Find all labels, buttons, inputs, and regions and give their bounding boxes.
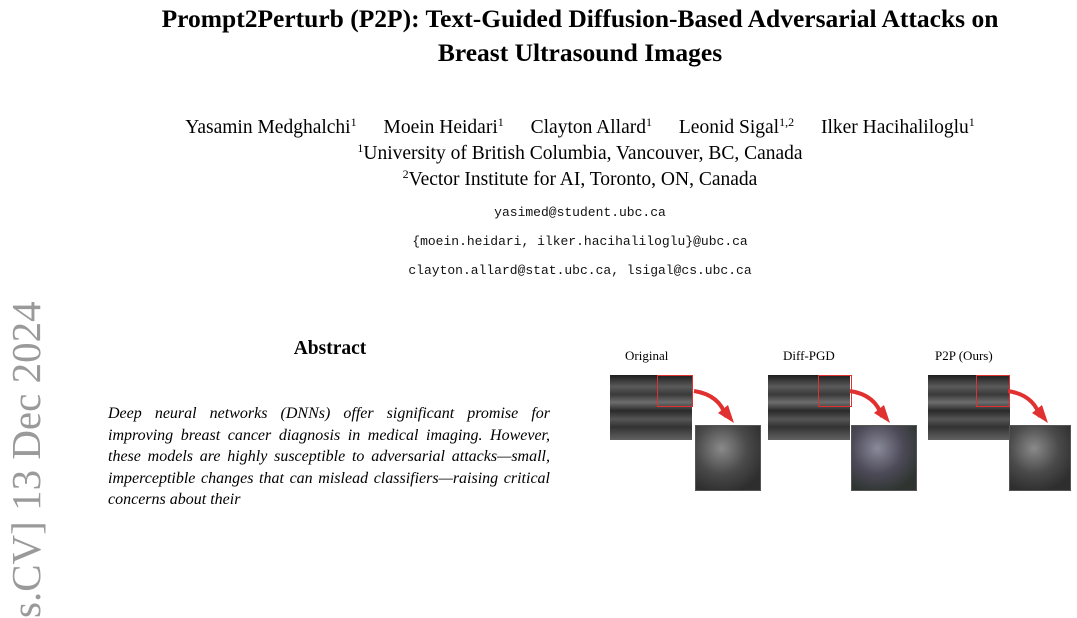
author — [185, 117, 356, 138]
ultrasound-zoom-diff-pgd — [851, 425, 917, 491]
author-affiliation-mark: 1,2 — [779, 115, 795, 129]
affiliation-mark: 1 — [357, 141, 364, 155]
author-name: Clayton Allard — [530, 117, 646, 138]
title-line-1: Prompt2Perturb (P2P): Text-Guided Diffusion-Based Adversarial Attacks on — [161, 4, 999, 33]
author — [383, 117, 503, 138]
zoom-arrow-icon — [846, 387, 892, 427]
author-affiliation-mark: 1 — [350, 115, 357, 129]
affiliation-mark: 2 — [402, 167, 409, 181]
ultrasound-zoom-original — [695, 425, 761, 491]
affiliation — [100, 168, 1060, 192]
author-affiliation-mark: 1 — [646, 115, 652, 129]
figure-label-p2p: P2P (Ours) — [935, 348, 993, 363]
email-line: {moein.heidari, ilker.hacihaliloglu}@ubc.ca — [412, 234, 748, 249]
zoom-region-box — [657, 375, 693, 407]
author-name: Ilker Hacihaliloglu — [820, 117, 969, 138]
affiliation-text: Vector Institute for AI, Toronto, ON, Canada — [408, 169, 758, 190]
arxiv-identifier: s.CV] 13 Dec 2024 — [3, 301, 49, 618]
abstract-heading: Abstract — [293, 338, 367, 359]
author — [679, 117, 794, 138]
affiliation-text: University of British Columbia, Vancouver, BC, Canada — [363, 143, 803, 164]
figure-label-diff-pgd: Diff-PGD — [783, 348, 835, 363]
author — [531, 117, 652, 138]
author-name: Yasamin Medghalchi — [185, 117, 351, 138]
author-name: Moein Heidari — [383, 117, 498, 138]
zoom-arrow-icon — [1004, 387, 1050, 427]
title-line-2: Breast Ultrasound Images — [437, 38, 723, 67]
author-affiliation-mark: 1 — [968, 115, 975, 129]
paper-title — [100, 2, 1060, 70]
author-affiliation-mark: 1 — [497, 115, 504, 129]
author-name: Leonid Sigal — [678, 117, 780, 138]
author-list — [100, 116, 1060, 140]
abstract-text: Deep neural networks (DNNs) offer significant promise for improving breast cancer diagnosis in medical imaging. However, these models are highly susceptible to adversarial attacks—small, imperceptible changes that can mislead classifiers—raising critical concerns about their — [108, 405, 550, 508]
email-line: yasimed@student.ubc.ca — [494, 205, 666, 220]
email-line: clayton.allard@stat.ubc.ca, lsigal@cs.ubc.ca — [408, 263, 752, 278]
figure-label-original: Original — [625, 348, 669, 363]
ultrasound-zoom-p2p — [1009, 425, 1071, 491]
zoom-arrow-icon — [690, 387, 736, 427]
author — [821, 117, 975, 138]
affiliation — [100, 142, 1060, 166]
